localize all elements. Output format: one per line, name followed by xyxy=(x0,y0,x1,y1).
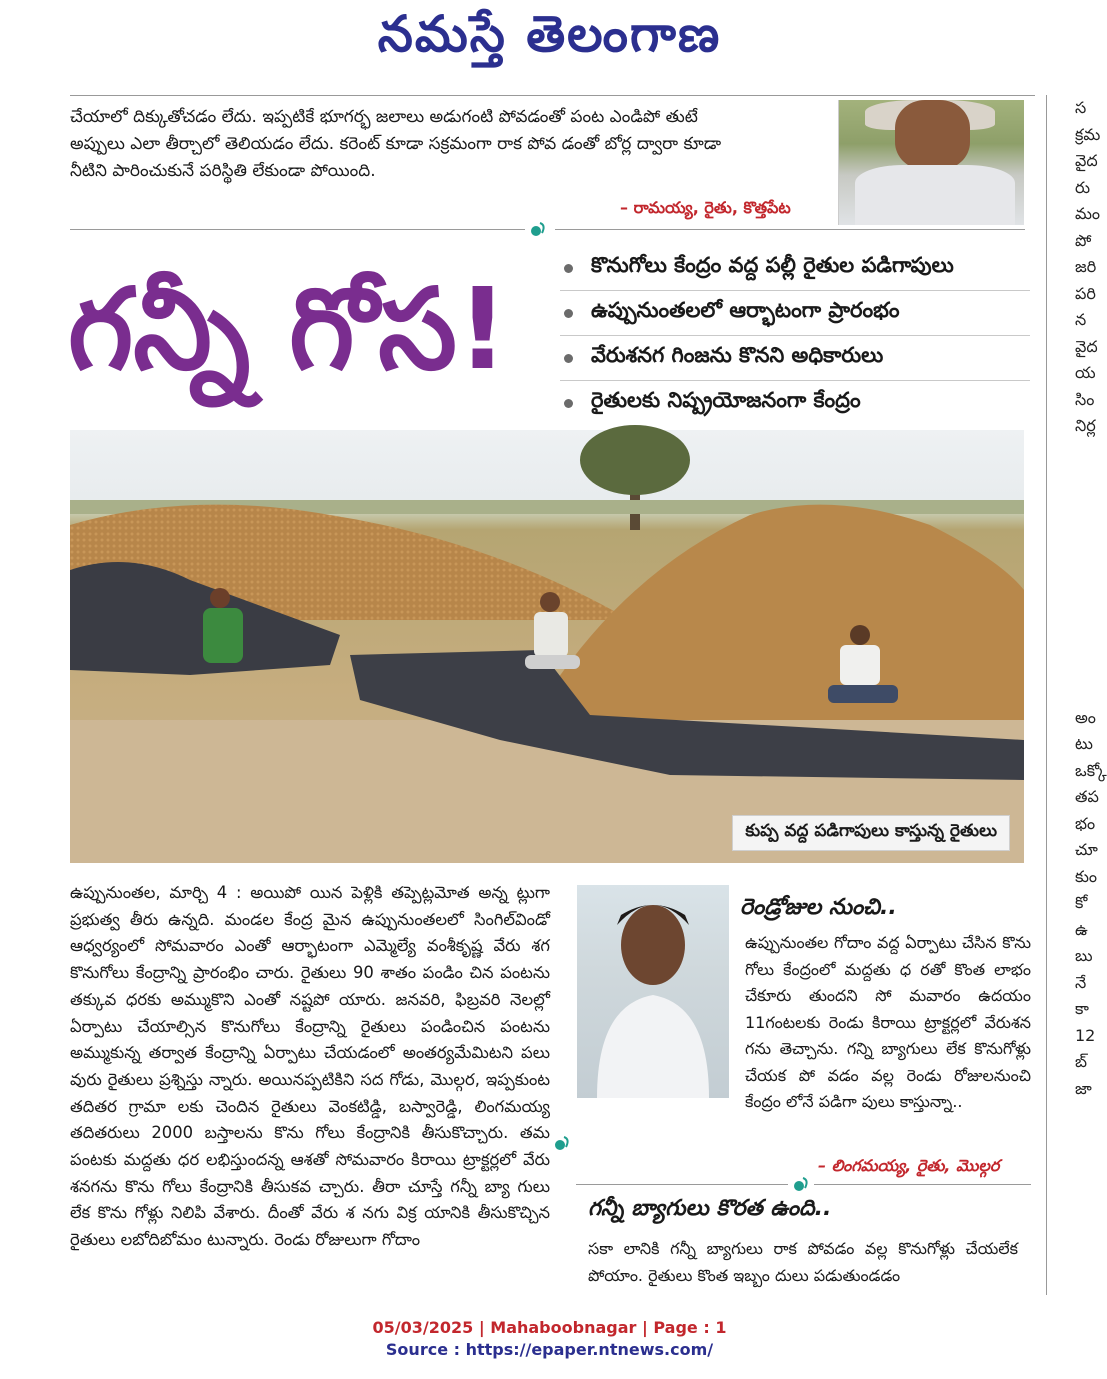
adjacent-column-line: వైద xyxy=(1075,151,1098,170)
bullet-dot-icon xyxy=(564,354,573,363)
footer-source: Source : https://epaper.ntnews.com/ xyxy=(385,1340,714,1359)
adjacent-column-line: పో xyxy=(1075,230,1092,250)
top-quote-attribution: – రామయ్య, రైతు, కొత్తపేట xyxy=(620,198,791,217)
adjacent-column-line: మం xyxy=(1075,204,1101,223)
bullet-item xyxy=(560,381,1030,425)
box1-heading-text: రెండ్రోజుల నుంచి.. xyxy=(740,895,897,920)
adjacent-column-line: భం xyxy=(1075,813,1096,833)
adjacent-column-line: క్రమ xyxy=(1075,124,1101,144)
adjacent-column-line xyxy=(1047,652,1100,679)
adjacent-column-line xyxy=(1047,625,1100,652)
adjacent-column-line: టు xyxy=(1075,734,1093,753)
adjacent-column-line xyxy=(1047,546,1100,573)
adjacent-column-line: జరి xyxy=(1075,257,1097,276)
bullet-list xyxy=(560,246,1030,425)
adjacent-column-line xyxy=(1047,572,1100,599)
adjacent-column-line: అం xyxy=(1075,707,1096,727)
bullet-text: వేరుశనగ గింజను కొనని అధికారులు xyxy=(591,343,884,367)
groundnut-heaps-illustration xyxy=(70,430,1024,863)
adjacent-column-line: పరి xyxy=(1075,283,1096,303)
bullet-text: ఉప్పునుంతలలో ఆర్భాటంగా ప్రారంభం xyxy=(591,298,900,322)
quote-mark-icon xyxy=(528,219,548,239)
bullet-dot-icon xyxy=(564,309,573,318)
headline: గన్నీ గోస! xyxy=(68,265,508,395)
section-divider xyxy=(70,229,525,230)
adjacent-column-line xyxy=(1047,493,1100,520)
main-photo xyxy=(70,430,1024,863)
adjacent-column-line: బ్ xyxy=(1075,1052,1088,1071)
adjacent-column-line: 12 xyxy=(1075,1025,1096,1045)
adjacent-column-line: చూ xyxy=(1075,840,1098,859)
adjacent-column-line xyxy=(1047,599,1100,626)
box2-heading: గన్నీ బ్యాగులు కొరత ఉంది.. xyxy=(588,1196,832,1221)
adjacent-column-line: కుం xyxy=(1075,866,1098,886)
box2-text: సకా లానికి గన్నీ బ్యాగులు రాక పోవడం వల్ల కొనుగోళ్లు చేయలేక పోయాం. రైతులు కొంత ఇబ్బం దులు పడుతుండడం xyxy=(588,1239,1018,1285)
adjacent-column-line xyxy=(1047,519,1100,546)
bullet-item xyxy=(560,291,1030,336)
section-divider xyxy=(555,229,1025,230)
adjacent-column-line: నే xyxy=(1075,972,1087,992)
bullet-dot-icon xyxy=(564,264,573,273)
adjacent-column-line: స xyxy=(1075,98,1087,117)
adjacent-column-line: జా xyxy=(1075,1078,1092,1098)
adjacent-column-fragment xyxy=(1046,95,1107,1295)
farmer-shirt xyxy=(855,165,1015,225)
adjacent-column-line: కా xyxy=(1075,999,1089,1018)
adjacent-column-line xyxy=(1047,678,1100,705)
box1-text: ఉప్పునుంతల గోదాం వద్ద ఏర్పాటు చేసిన కొను గోలు కేంద్రంలో మద్దతు ధ రతో కొంత లాభం చేకూరు తుందని సో మవారం ఉదయం 11గంటలకు రెండు కిరాయి ట్రాక్టర్లలో వేరుశన గను తెచ్చాను. గన్ని బ్యాగులు లేక కొనుగోళ్లు చేయక పో వడం వల్ల రెండు రోజులనుంచి కేంద్రం లోనే పడిగా పులు కాస్తున్నా.. xyxy=(745,933,1031,1111)
article-paragraph: ఉప్పునుంతల, మార్చి 4 : అయిపో యిన పెళ్లికి తప్పెట్లమోత అన్న ట్లుగా ప్రభుత్వ తీరు ఉన్నది. మండల కేంద్ర మైన ఉప్పునుంతలలో సింగిల్‌విండో ఆధ్వర్యంలో సోమవారం ఎంతో ఆర్భాటంగా ఎమ్మెల్యే వంశీకృష్ణ వేరు శగ కొనుగోలు కేంద్రాన్ని ప్రారంభిం చారు. రైతులు 90 శాతం పండిం చిన పంటను తక్కువ ధరకు అమ్ముకొని ఎంతో నష్టపో యారు. జనవరి, ఫిబ్రవరి నెలల్లో ఏర్పాటు చేయాల్సిన కొనుగోలు కేంద్రాన్ని రైతులు పండించిన పంటను అమ్ముకున్న తర్వాత కేంద్రాన్ని ఏర్పాటు చేయడంలో అంతర్యమేమిటని పలు వురు రైతులు ప్రశ్నిస్తు న్నారు. అయినప్పటికిని సద గోడు, మొల్గర, ఇప్పకుంట తదితర గ్రామా లకు చెందిన రైతులు వెంకటిడ్డి, బస్వారెడ్డి, లింగమయ్య తదితరులు 2000 బస్తాలను కొను గోలు కేంద్రానికి తీసుకొచ్చారు. తమ పంటకు మద్దతు ధర లభిస్తుందన్న ఆశతో సోమవారం కిరాయి ట్రాక్టర్లలో వేరు శనగను కొను గోలు కేంద్రానికి తీసుకవ చ్చారు. తీరా చూస్తే గన్నీ బ్యా గులు లేక కొను గోళ్లు నిలిపి వేశారు. దీంతో వేరు శ నగు విక్ర యానికి తీసుకొచ్చిన రైతులు లబోదిబోమం టున్నారు. రెండు రోజులుగా గోదాం xyxy=(70,883,550,1250)
adjacent-column-line: ఒక్కో xyxy=(1075,760,1107,780)
adjacent-column-line: వైద xyxy=(1075,336,1098,356)
adjacent-column-line xyxy=(1047,466,1100,493)
top-quote-line: అప్పులు ఎలా తీర్చాలో తెలియడం లేదు. కరెంట్ కూడా సక్రమంగా రాక పోవ డంతో బోర్ల ద్వారా కూడా xyxy=(70,134,722,154)
adjacent-column-line: ఉ xyxy=(1075,919,1088,939)
bullet-item xyxy=(560,336,1030,381)
quote-mark-icon xyxy=(791,1174,811,1194)
adjacent-column-line: కో xyxy=(1075,893,1088,912)
bullet-item xyxy=(560,246,1030,291)
adjacent-column-line: సిం xyxy=(1075,389,1095,409)
photo-caption: కుప్ప వద్ద పడిగాపులు కాస్తున్న రైతులు xyxy=(732,815,1010,851)
top-quote xyxy=(70,104,790,185)
adjacent-column-line: య xyxy=(1075,363,1096,382)
top-quote-line: నీటిని పారించుకునే పరిస్థితి లేకుండా పోయింది. xyxy=(70,161,376,181)
farmer-face xyxy=(895,100,970,170)
section-divider xyxy=(814,1184,1031,1185)
bullet-text: కొనుగోలు కేంద్రం వద్ద పల్లీ రైతుల పడిగాపులు xyxy=(591,253,954,277)
adjacent-column-line: బు xyxy=(1075,946,1093,965)
masthead-rule xyxy=(70,95,1035,96)
adjacent-column-line xyxy=(1047,440,1100,467)
box1-heading xyxy=(740,895,897,925)
quote-mark-icon xyxy=(552,1133,572,1153)
footer-date-edition: 05/03/2025 | Mahaboobnagar | Page : 1 xyxy=(372,1318,727,1337)
adjacent-column-line: తప xyxy=(1075,787,1099,806)
bullet-dot-icon xyxy=(564,399,573,408)
lingamayya-portrait xyxy=(577,885,729,1098)
adjacent-column-line: నిర్ల xyxy=(1075,416,1096,435)
box1-attribution: – లింగమయ్య, రైతు, మొల్గర xyxy=(818,1156,1000,1175)
masthead-logo: నమస్తే తెలంగాణ xyxy=(377,4,722,63)
adjacent-column-line: న xyxy=(1075,310,1087,329)
section-divider xyxy=(576,1184,788,1185)
adjacent-column-line: రు xyxy=(1075,177,1091,197)
top-quote-line: చేయాలో దిక్కుతోచడం లేదు. ఇప్పటికే భూగర్భ జలాలు అడుగంటి పోవడంతో పంట ఎండిపో తుటే xyxy=(70,107,698,127)
portrait-illustration xyxy=(577,885,729,1098)
article-body xyxy=(70,880,550,1254)
bullet-text: రైతులకు నిష్ప్రయోజనంగా కేంద్రం xyxy=(591,388,861,412)
